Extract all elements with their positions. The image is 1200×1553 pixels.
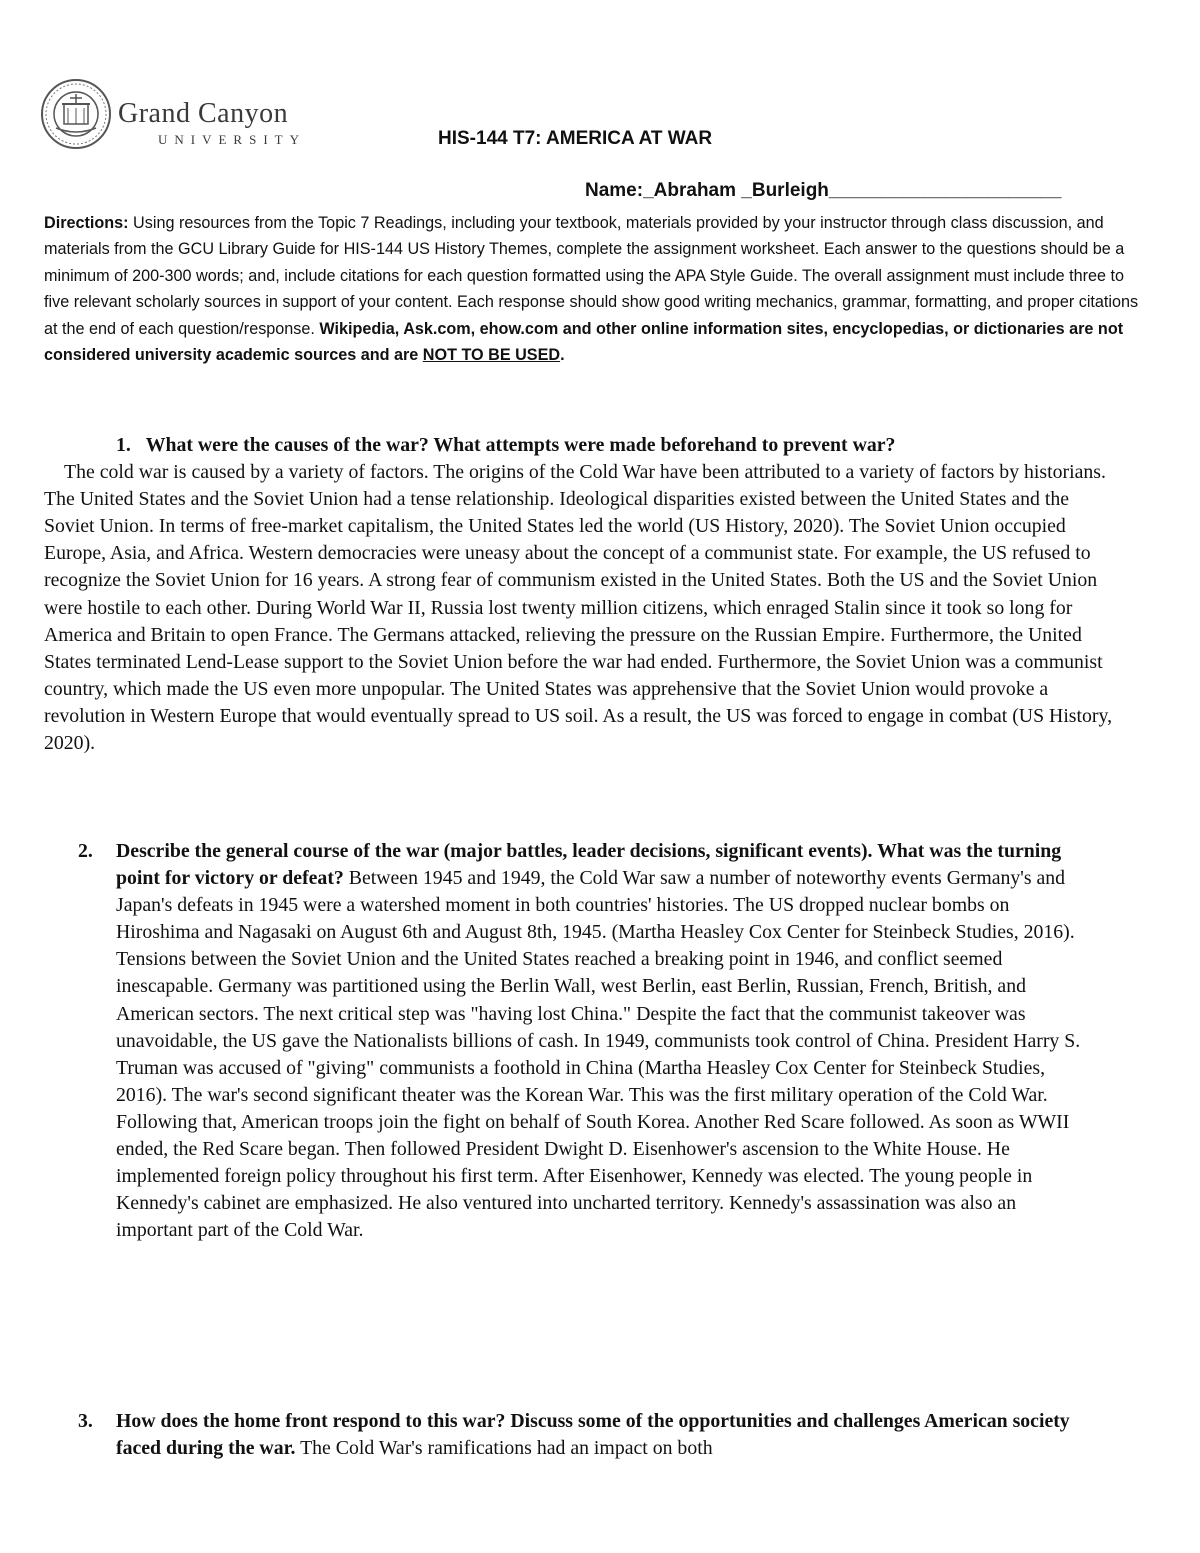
question-3 xyxy=(78,1408,1096,1462)
not-to-be-used: NOT TO BE USED xyxy=(422,346,561,365)
university-seal-icon xyxy=(40,78,112,150)
question-2-number: 2. xyxy=(78,840,93,862)
name-label: Name:_ xyxy=(585,180,654,201)
question-1-number: 1. xyxy=(116,434,131,456)
question-3-text: How does the home front respond to this war? Discuss some of the opportunities and challenges American society faced during the war. xyxy=(116,1410,1070,1460)
directions-label: Directions: xyxy=(44,214,129,232)
directions-paragraph xyxy=(44,210,1144,368)
question-2 xyxy=(78,838,1096,1244)
directions-text: Using resources from the Topic 7 Readings, including your textbook, materials provided by your instructor through class discussion, and materials from the GCU Library Guide for HIS-144 US History Themes, complete the assignment worksheet. Each answer to the questions should be a minimum of 200-300 words; and, include citations for each question formatted using the APA Style Guide. The overall assignment must include three to five relevant scholarly sources in support of your content. Each response should show good writing mechanics, grammar, formatting, and proper citations at the end of each question/response. xyxy=(44,214,1139,338)
logo-wordmark: Grand Canyon xyxy=(118,98,289,129)
question-1-answer: The cold war is caused by a variety of factors. The origins of the Cold War have been attributed to a variety of factors by historians. The United States and the Soviet Union had a tense relationship. Ideological disparities existed between the United States and the Soviet Union. In terms of free-market capitalism, the United States led the world (US History, 2020). The Soviet Union occupied Europe, Asia, and Africa. Western democracies were uneasy about the concept of a communist state. For example, the US refused to recognize the Soviet Union for 16 years. A strong fear of communism existed in the United States. Both the US and the Soviet Union were hostile to each other. During World War II, Russia lost twenty million citizens, which enraged Stalin since it took so long for America and Britain to open France. The Germans attacked, relieving the pressure on the Russian Empire. Furthermore, the United States terminated Lend-Lease support to the Soviet Union before the war had ended. Furthermore, the Soviet Union was a communist country, which made the US even more unpopular. The United States was apprehensive that the Soviet Union would provoke a revolution in Western Europe that would eventually spread to US soil. As a result, the US was forced to engage in combat (US History, 2020). xyxy=(44,461,1113,755)
question-3-number: 3. xyxy=(78,1410,93,1432)
student-name-line xyxy=(585,180,1061,202)
question-2-answer: Between 1945 and 1949, the Cold War saw a number of noteworthy events Germany's and Japan's defeats in 1945 were a watershed moment in both countries' histories. The US dropped nuclear bombs on Hiroshima and Nagasaki on August 6th and August 8th, 1945. (Martha Heasley Cox Center for Steinbeck Studies, 2016). Tensions between the Soviet Union and the United States reached a breaking point in 1946, and conflict seemed inescapable. Germany was partitioned using the Berlin Wall, west Berlin, east Berlin, Russian, French, British, and American sectors. The next critical step was "having lost China." Despite the fact that the communist takeover was unavoidable, the US gave the Nationalists billions of cash. In 1949, communists took control of China. President Harry S. Truman was accused of "giving" communists a foothold in China (Martha Heasley Cox Center for Steinbeck Studies, 2016). The war's second significant theater was the Korean War. This was the first military operation of the Cold War. Following that, American troops join the fight on behalf of South Korea. Another Red Scare followed. As soon as WWII ended, the Red Scare began. Then followed President Dwight D. Eisenhower's ascension to the White House. He implemented foreign policy throughout his first term. After Eisenhower, Kennedy was elected. The young people in Kennedy's cabinet are emphasized. He also ventured into uncharted territory. Kennedy's assassination was also an important part of the Cold War. xyxy=(116,867,1081,1242)
logo-subtitle: UNIVERSITY xyxy=(158,132,306,147)
question-3-paragraph xyxy=(116,1408,1096,1462)
document-title: HIS-144 T7: AMERICA AT WAR xyxy=(438,128,713,149)
question-3-answer: The Cold War's ramifications had an impact on both xyxy=(295,1437,713,1460)
question-1-text: What were the causes of the war? What attempts were made beforehand to prevent war? xyxy=(145,434,896,456)
university-logo xyxy=(40,78,350,148)
question-2-paragraph xyxy=(116,838,1096,1244)
sources-warning: Wikipedia, Ask.com, ehow.com and other online information sites, encyclopedias, or dictionaries are not considered university academic sources and are NOT TO BE USED. xyxy=(44,319,1124,365)
question-2-text: Describe the general course of the war (major battles, leader decisions, significant events). What was the turning point for victory or defeat? xyxy=(116,840,1062,890)
question-1 xyxy=(44,432,1114,757)
name-underline: ______________________ xyxy=(828,180,1062,201)
student-name: Abraham _Burleigh xyxy=(653,180,829,201)
question-1-heading xyxy=(44,432,1114,459)
